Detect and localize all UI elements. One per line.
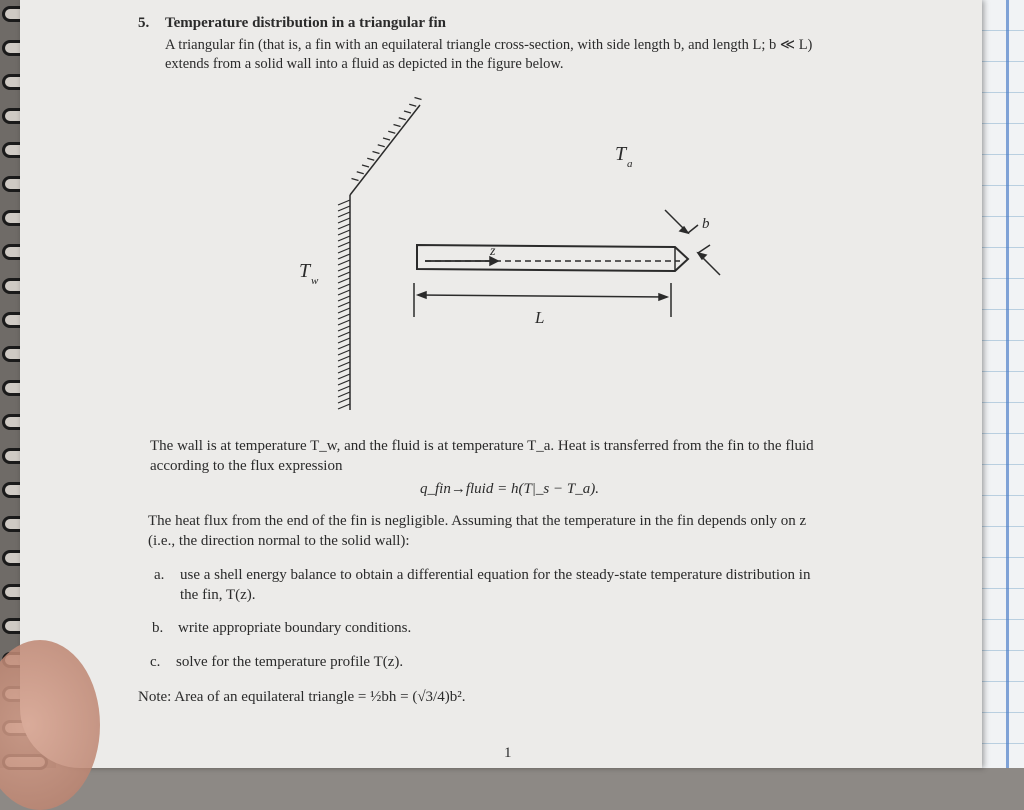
flux-equation: q_fin→fluid = h(T|_s − T_a). [420, 481, 599, 497]
paragraph-1-line-1: The wall is at temperature T_w, and the fluid is at temperature T_a. Heat is transferred from the fin to the fluid [150, 438, 814, 454]
hatch-mark [338, 224, 350, 229]
paragraph-2-line-2: (i.e., the direction normal to the solid wall): [148, 533, 410, 549]
item-b-marker: b. [152, 620, 164, 636]
hatch-mark [352, 179, 359, 181]
hatch-mark [338, 332, 350, 337]
hatch-mark [338, 320, 350, 325]
hatch-mark [367, 158, 374, 160]
area-note: Note: Area of an equilateral triangle = ½bh = (√3/4)b². [138, 689, 466, 705]
hatch-mark [373, 152, 380, 154]
hatch-mark [338, 362, 350, 367]
hatch-mark [338, 284, 350, 289]
hatch-mark [338, 278, 350, 283]
b-arrow-upper-head [680, 227, 688, 233]
hatch-mark [409, 104, 416, 106]
hatch-mark [338, 368, 350, 373]
b-tick [688, 225, 698, 233]
hatch-mark [338, 404, 350, 409]
hatch-mark [338, 350, 350, 355]
hatch-mark [338, 266, 350, 271]
hatch-mark [338, 260, 350, 265]
worksheet-page [20, 0, 982, 768]
wall-temp-subscript: w [311, 275, 319, 287]
L-dimension-line [418, 295, 667, 297]
hatch-mark [338, 338, 350, 343]
item-a-line-1: use a shell energy balance to obtain a differential equation for the steady-state temperature distribution in [180, 567, 811, 583]
hatch-mark [388, 131, 395, 133]
fin-body [417, 245, 688, 271]
hatch-mark [338, 200, 350, 205]
item-c-line-1: solve for the temperature profile T(z). [176, 654, 404, 670]
ambient-temp-subscript: a [627, 158, 633, 170]
hatch-mark [338, 218, 350, 223]
hatch-mark [338, 380, 350, 385]
item-b-line-1: write appropriate boundary conditions. [178, 620, 412, 636]
hatch-mark [338, 248, 350, 253]
ambient-temp-label: T [615, 143, 627, 165]
hatch-mark [338, 308, 350, 313]
hatch-mark [383, 138, 390, 140]
page-number: 1 [504, 745, 512, 761]
hatch-mark [362, 165, 369, 167]
hatch-mark [338, 356, 350, 361]
hatch-mark [338, 314, 350, 319]
hatch-mark [338, 290, 350, 295]
item-c-marker: c. [150, 654, 161, 670]
item-a-line-2: the fin, T(z). [180, 587, 256, 603]
paragraph-1-line-2: according to the flux expression [150, 458, 343, 474]
hatch-mark [338, 296, 350, 301]
hatch-mark [338, 254, 350, 259]
wall-hatching-diagonal [352, 98, 422, 181]
b-arrow-lower-head [698, 253, 706, 259]
hatch-mark [338, 212, 350, 217]
length-label: L [535, 308, 545, 327]
side-length-label: b [702, 216, 710, 232]
hatch-mark [378, 145, 385, 147]
L-arrow-right [659, 294, 667, 300]
hatch-mark [338, 230, 350, 235]
hatch-mark [338, 392, 350, 397]
hatch-mark [338, 236, 350, 241]
hatch-mark [338, 206, 350, 211]
wall-hatching [338, 200, 350, 409]
hatch-mark [338, 386, 350, 391]
hatch-mark [338, 326, 350, 331]
hatch-mark [338, 242, 350, 247]
wall-temp-label: T [299, 260, 311, 282]
hatch-mark [394, 125, 401, 127]
hatch-mark [338, 398, 350, 403]
b-tick-2 [698, 245, 710, 253]
L-arrow-left [418, 292, 426, 298]
hatch-mark [404, 111, 411, 113]
hatch-mark [415, 98, 422, 100]
wall-diagonal [350, 105, 420, 195]
hatch-mark [338, 344, 350, 349]
fin-figure [20, 85, 980, 415]
notebook-edge [1006, 0, 1009, 768]
problem-title: Temperature distribution in a triangular fin [165, 15, 447, 31]
paragraph-2-line-1: The heat flux from the end of the fin is negligible. Assuming that the temperature in the fin depends only on z [148, 513, 807, 529]
z-axis-label: z [490, 244, 496, 259]
problem-number: 5. [138, 15, 150, 31]
hatch-mark [338, 374, 350, 379]
hatch-mark [338, 272, 350, 277]
thumb [0, 640, 100, 810]
hatch-mark [357, 172, 364, 174]
hatch-mark [399, 118, 406, 120]
item-a-marker: a. [154, 567, 165, 583]
hatch-mark [338, 302, 350, 307]
intro-line-1: A triangular fin (that is, a fin with an equilateral triangle cross-section, with side length b, and length L; b ≪ L) [165, 37, 813, 53]
intro-line-2: extends from a solid wall into a fluid as depicted in the figure below. [165, 56, 564, 72]
